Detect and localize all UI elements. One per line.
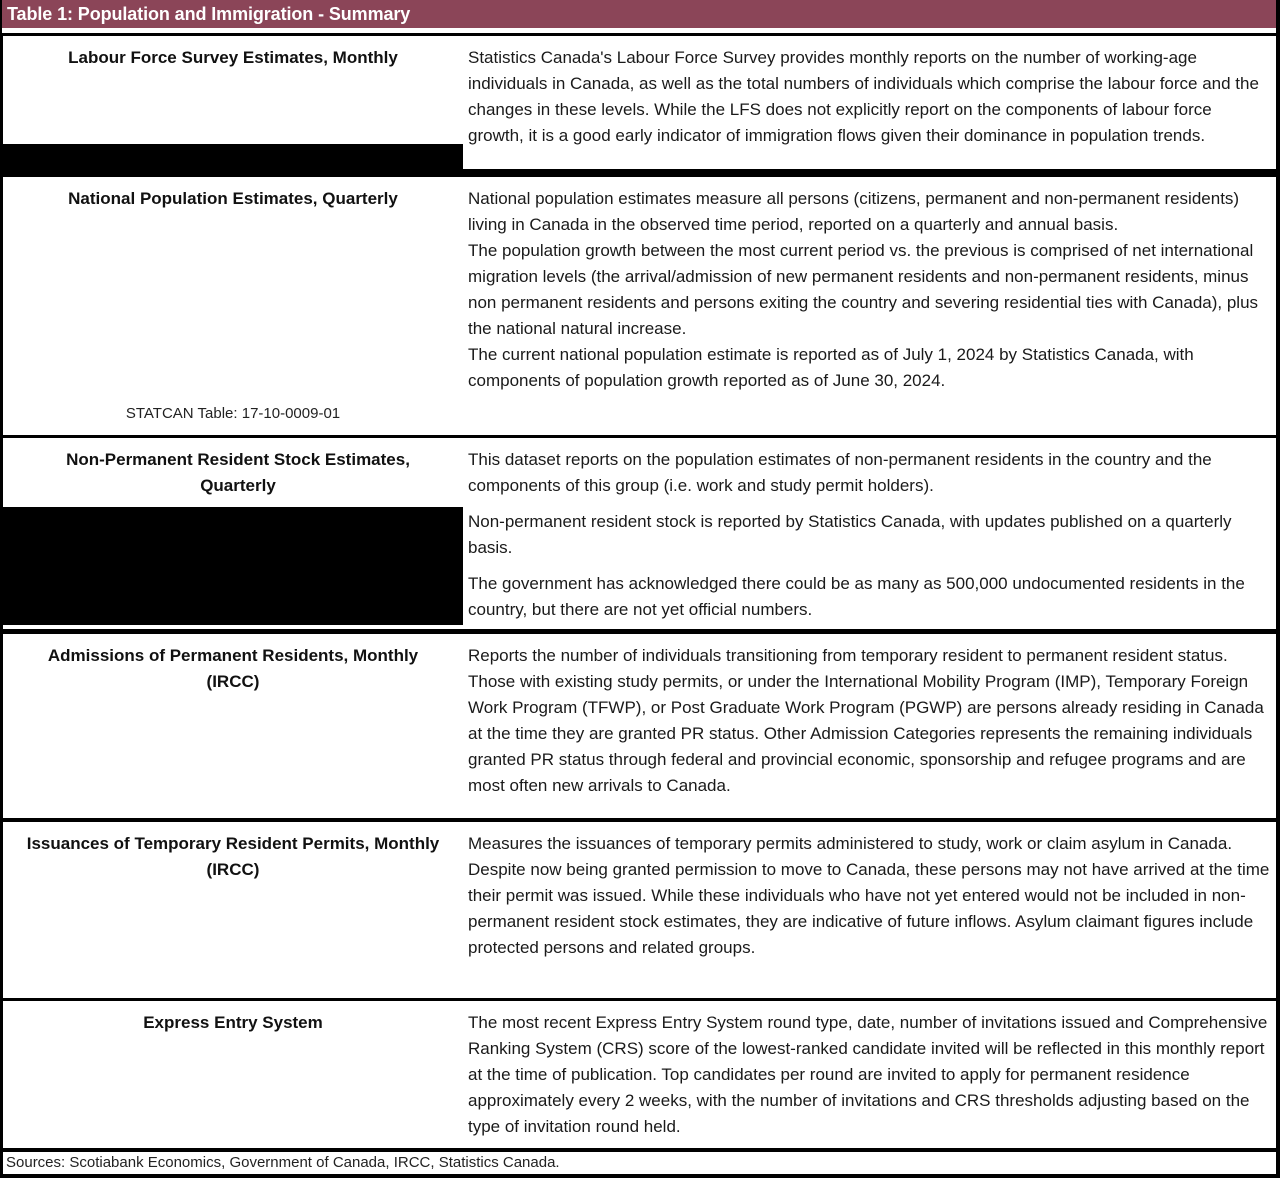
description-paragraph: Measures the issuances of temporary permits administered to study, work or claim asylum in Canada. Despite now being granted permission to move to Canada, these persons may not have arrived at the time their permit was issued. While these individuals who have not yet entered would not be included in non-permanent resident stock estimates, they are indicative of future inflows. Asylum claimant figures include protected persons and related groups. <box>468 834 1270 957</box>
row-description <box>468 634 1276 818</box>
description-paragraph: This dataset reports on the population estimates of non-permanent residents in the country and the components of this group (i.e. work and study permit holders). <box>468 450 1212 495</box>
redacted-block <box>0 507 463 625</box>
row-label: Non-Permanent Resident Stock Estimates, Quarterly <box>66 450 410 495</box>
description-paragraph: The government has acknowledged there could be as many as 500,000 undocumented residents in the country, but there are not yet official numbers. <box>468 574 1245 619</box>
row-description <box>468 1001 1276 1148</box>
source-note: STATCAN Table: 17-10-0009-01 <box>125 405 341 422</box>
row-label: Express Entry System <box>143 1013 323 1032</box>
row-label: National Population Estimates, Quarterly <box>68 189 398 208</box>
table-row-pr-admissions <box>3 634 1276 818</box>
table-row-express-entry <box>3 1001 1276 1148</box>
redacted-block <box>0 144 463 169</box>
description-paragraph: National population estimates measure all persons (citizens, permanent and non-permanent residents) living in Canada in the observed time period, reported on a quarterly and annual basis. <box>468 189 1240 234</box>
description-paragraph: Non-permanent resident stock is reported by Statistics Canada, with updates published on a quarterly basis. <box>468 512 1232 557</box>
description-paragraph: The most recent Express Entry System round type, date, number of invitations issued and Comprehensive Ranking System (CRS) score of the lowest-ranked candidate invited will be reflected in this monthly report at the time of publication. Top candidates per round are invited to apply for permanent residence approximately every 2 weeks, with the number of invitations and CRS thresholds adjusting based on the type of invitation round held. <box>468 1013 1268 1136</box>
table-row-labour-force <box>3 36 1276 169</box>
row-label: Admissions of Permanent Residents, Monthly (IRCC) <box>47 646 419 691</box>
row-description <box>468 36 1276 169</box>
table-title: Table 1: Population and Immigration - Summary <box>2 0 1276 28</box>
row-label: Issuances of Temporary Resident Permits, Monthly (IRCC) <box>26 834 440 879</box>
row-description <box>468 177 1276 435</box>
sources-footnote: Sources: Scotiabank Economics, Government of Canada, IRCC, Statistics Canada. <box>3 1152 1276 1174</box>
row-description <box>468 822 1276 998</box>
description-paragraph: Statistics Canada's Labour Force Survey provides monthly reports on the number of working-age individuals in Canada, as well as the total numbers of individuals which comprise the labour force and the changes in these levels. While the LFS does not explicitly report on the components of labour force growth, it is a good early indicator of immigration flows given their dominance in population trends. <box>468 48 1259 145</box>
description-paragraph: The population growth between the most current period vs. the previous is comprised of net international migration levels (the arrival/admission of new permanent residents and non-permanent residents, minus non permanent residents and persons exiting the country and severing residential ties with Canada), plus the national natural increase. <box>468 241 1259 338</box>
table-row-temp-permits <box>3 822 1276 998</box>
title-spacer <box>2 28 1276 33</box>
description-paragraph: Reports the number of individuals transitioning from temporary resident to permanent resident status. Those with existing study permits, or under the International Mobility Program (IMP), Temporary Foreign Work Program (TFWP), or Post Graduate Work Program (PGWP) are persons already residing in Canada at the time they are granted PR status. Other Admission Categories represents the remaining individuals granted PR status through federal and provincial economic, sponsorship and refugee programs and are most often new arrivals to Canada. <box>468 646 1264 795</box>
table-row-npr-stock <box>3 438 1276 629</box>
row-description <box>468 438 1276 629</box>
row-label: Labour Force Survey Estimates, Monthly <box>68 48 398 67</box>
table-row-national-population <box>3 177 1276 435</box>
description-paragraph: The current national population estimate is reported as of July 1, 2024 by Statistics Canada, with components of population growth reported as of June 30, 2024. <box>468 345 1194 390</box>
